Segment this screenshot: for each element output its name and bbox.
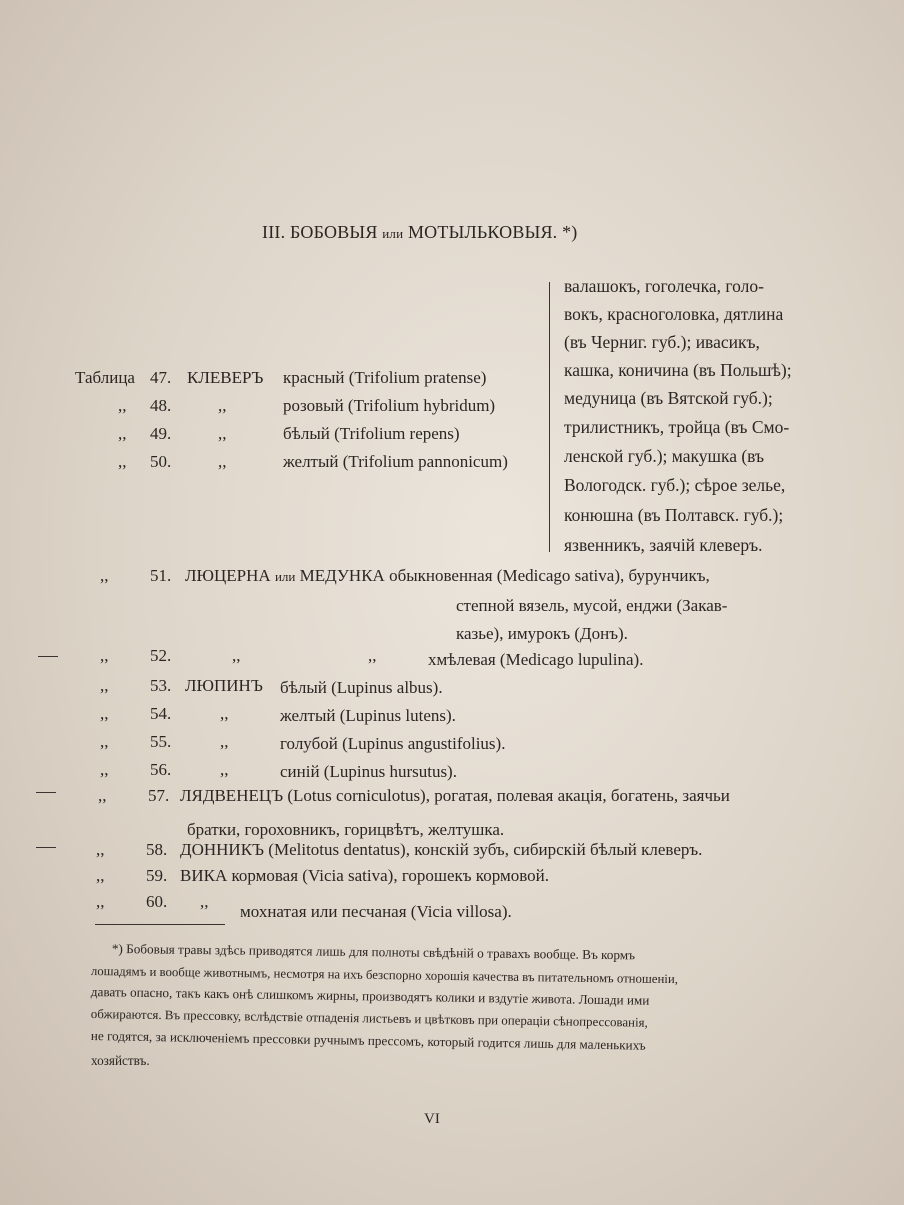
entry-genus: ЛЮПИНЪ <box>185 676 263 695</box>
section-number: III. <box>262 222 286 242</box>
synonym-line: язвенникъ, заячій клеверъ. <box>564 535 763 555</box>
entry-number: 52. <box>150 646 172 665</box>
entry-prefix: Таблица <box>75 368 135 387</box>
synonym-line: (въ Черниг. губ.); ивасикъ, <box>564 332 760 352</box>
entry-prefix: ,, <box>118 396 127 415</box>
entry-prefix: ,, <box>96 866 105 885</box>
entry-text: бѣлый (Lupinus albus). <box>280 678 443 697</box>
entry-text: синій (Lupinus hursutus). <box>280 762 457 781</box>
entry-text: мохнатая или песчаная (Vicia villosa). <box>240 902 512 921</box>
entry-number: 59. <box>146 866 168 885</box>
entry-genus: ,, <box>218 452 227 471</box>
entry-genus-name: ДОННИКЪ <box>180 840 265 859</box>
entry-genus-name: ЛЯДВЕНЕЦЪ <box>180 786 284 805</box>
entry-text: бѣлый (Trifolium repens) <box>283 424 460 443</box>
margin-dash <box>36 847 56 848</box>
entry-prefix: ,, <box>100 732 109 751</box>
section-title <box>262 222 577 243</box>
entry-number: 58. <box>146 840 168 859</box>
entry-text: желтый (Lupinus lutens). <box>280 706 456 725</box>
footnote-line: хозяйствъ. <box>91 1053 150 1068</box>
entry-genus-name: ВИКА <box>180 866 228 885</box>
entry-text: (Melitotus dentatus), конскій зубъ, сибирскій бѣлый клеверъ. <box>268 840 703 859</box>
entry-genus <box>180 866 549 886</box>
entry-genus: ,, <box>218 396 227 415</box>
entry-genus: ,, <box>220 760 229 779</box>
footnote-line: обжираются. Въ прессовку, вслѣдствіе отпаденія листьевъ и цвѣтковъ при операціи сѣнопрессованія, <box>90 1006 648 1030</box>
margin-dash <box>38 656 58 657</box>
entry-prefix: ,, <box>96 892 105 911</box>
entry-number: 48. <box>150 396 172 415</box>
entry-number: 55. <box>150 732 172 751</box>
entry-text: обыкновенная (Medicago sativa), бурунчикъ, <box>389 566 710 585</box>
footnote-marker: *) <box>562 222 578 242</box>
entry-continuation: казье), имурокъ (Донъ). <box>456 624 628 643</box>
entry-continuation: степной вязель, мусой, енджи (Закав- <box>456 596 728 615</box>
entry-text: кормовая (Vicia sativa), горошекъ кормовой. <box>231 866 549 885</box>
synonym-line: Вологодск. губ.); сѣрое зелье, <box>564 475 786 495</box>
entry-number: 57. <box>148 786 170 805</box>
synonym-line: вокъ, красноголовка, дятлина <box>564 304 784 324</box>
page-number: VI <box>424 1111 440 1127</box>
entry-prefix: ,, <box>96 840 105 859</box>
entry-number: 49. <box>150 424 172 443</box>
entry-prefix: ,, <box>100 566 109 585</box>
entry-text: (Lotus corniculotus), рогатая, полевая акація, богатень, заячьи <box>287 786 730 805</box>
entry-text: хмѣлевая (Medicago lupulina). <box>428 650 644 669</box>
entry-number: 60. <box>146 892 168 911</box>
entry-number: 47. <box>150 368 172 387</box>
entry-prefix: ,, <box>100 646 109 665</box>
entry-number: 53. <box>150 676 172 695</box>
synonym-line: трилистникъ, тройца (въ Смо- <box>564 417 790 437</box>
synonym-line: валашокъ, гоголечка, голо- <box>564 276 764 296</box>
entry-genus: ,, <box>218 424 227 443</box>
entry-number: 51. <box>150 566 172 585</box>
entry-genus-name2: МЕДУНКА <box>299 566 385 585</box>
entry-prefix: ,, <box>100 676 109 695</box>
entry-text: голубой (Lupinus angustifolius). <box>280 734 506 753</box>
entry-prefix: ,, <box>118 424 127 443</box>
entry-prefix: ,, <box>100 704 109 723</box>
entry-genus: КЛЕВЕРЪ <box>187 368 264 387</box>
entry-genus: ,, <box>232 646 241 665</box>
entry-genus-joiner: или <box>274 569 296 584</box>
entry-text: желтый (Trifolium pannonicum) <box>283 452 508 471</box>
synonym-line: конюшна (въ Полтавск. губ.); <box>564 505 784 525</box>
synonym-line: кашка, коничина (въ Польшѣ); <box>564 360 792 380</box>
entry-number: 56. <box>150 760 172 779</box>
section-title-part1: БОБОВЫЯ <box>290 222 378 242</box>
entry-prefix: ,, <box>118 452 127 471</box>
entry-genus-name: ЛЮЦЕРНА <box>185 566 271 585</box>
entry-genus <box>180 786 730 806</box>
entry-genus: ,, <box>200 892 209 911</box>
footnote-line: *) Бобовыя травы здѣсь приводятся лишь для полноты свѣдѣній о травахъ вообще. Въ кормъ <box>111 940 636 963</box>
entry-continuation: братки, гороховникъ, горицвѣтъ, желтушка. <box>187 820 505 839</box>
entry-text: красный (Trifolium pratense) <box>283 368 487 387</box>
entry-genus2: ,, <box>368 646 377 665</box>
synonym-line: ленской губ.); макушка (въ <box>564 446 765 466</box>
synonym-line: медуница (въ Вятской губ.); <box>564 388 773 408</box>
entry-genus <box>180 840 702 860</box>
synonyms-brace <box>549 282 550 552</box>
entry-number: 50. <box>150 452 172 471</box>
section-title-part2: МОТЫЛЬКОВЫЯ. <box>407 222 558 242</box>
footnote-line: не годятся, за исключеніемъ прессовки ручнымъ прессомъ, который годится лишь для маленькихъ <box>90 1027 646 1053</box>
footnote-line: давать опасно, такъ какъ онѣ слишкомъ жирны, производятъ колики и вздутіе живота. Лошади ими <box>90 983 650 1008</box>
entry-prefix: ,, <box>100 760 109 779</box>
entry-genus: ,, <box>220 732 229 751</box>
footnote-rule <box>95 924 225 925</box>
entry-prefix: ,, <box>98 786 107 805</box>
entry-text: розовый (Trifolium hybridum) <box>283 396 496 415</box>
footnote-line: лошадямъ и вообще животнымъ, несмотря на ихъ безспорно хорошія качества въ питательномъ отношеніи, <box>90 963 679 987</box>
entry-genus <box>185 566 710 587</box>
entry-number: 54. <box>150 704 172 723</box>
section-title-joiner: или <box>382 226 404 241</box>
entry-genus: ,, <box>220 704 229 723</box>
margin-dash <box>36 792 56 793</box>
